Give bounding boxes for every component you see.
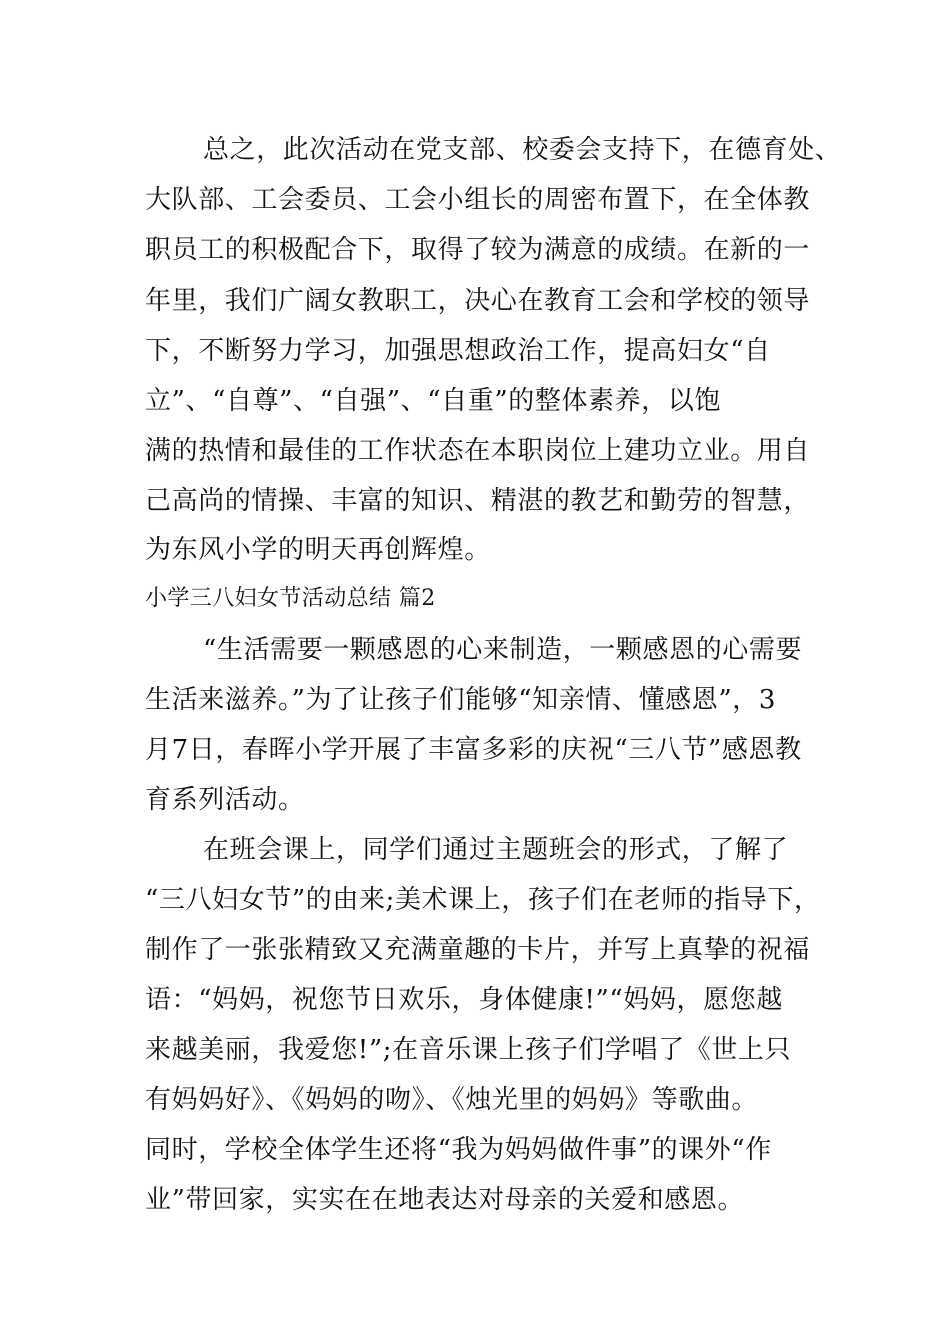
paragraph-1-line: 己高尚的情操、丰富的知识、精湛的教艺和勤劳的智慧，: [145, 486, 811, 516]
paragraph-3-line: 同时，学校全体学生还将“我为妈妈做件事”的课外“作: [145, 1135, 772, 1165]
paragraph-2-line: 育系列活动。: [145, 785, 305, 815]
paragraph-3-line: 来越美丽，我爱您!”;在音乐课上孩子们学唱了《世上只: [145, 1035, 792, 1065]
paragraph-3-line: 业”带回家，实实在在地表达对母亲的关爱和感恩。: [145, 1185, 745, 1215]
paragraph-1-line: 为东风小学的明天再创辉煌。: [145, 535, 491, 565]
paragraph-3-line: 在班会课上，同学们通过主题班会的形式，了解了: [203, 835, 789, 865]
paragraph-1-line: 大队部、工会委员、工会小组长的周密布置下，在全体教: [145, 185, 811, 215]
section-title: 小学三八妇女节活动总结 篇2: [145, 586, 436, 611]
paragraph-1-line: 满的热情和最佳的工作状态在本职岗位上建功立业。用自: [145, 436, 811, 466]
paragraph-2-line: 月7日，春晖小学开展了丰富多彩的庆祝“三八节”感恩教: [145, 735, 802, 765]
paragraph-3-line: 语：“妈妈，祝您节日欢乐，身体健康!”“妈妈，愿您越: [145, 985, 783, 1015]
paragraph-1-line: 下，不断努力学习，加强思想政治工作，提高妇女“自: [145, 336, 771, 366]
paragraph-3-line: “三八妇女节”的由来;美术课上，孩子们在老师的指导下，: [145, 885, 821, 915]
paragraph-1-line: 职员工的积极配合下，取得了较为满意的成绩。在新的一: [145, 235, 811, 265]
paragraph-1-line: 年里，我们广阔女教职工，决心在教育工会和学校的领导: [145, 286, 811, 316]
paragraph-2-line: “生活需要一颗感恩的心来制造，一颗感恩的心需要: [203, 635, 803, 665]
paragraph-3-line: 制作了一张张精致又充满童趣的卡片，并写上真挚的祝福: [145, 935, 811, 965]
paragraph-1-line: 立”、“自尊”、“自强”、“自重”的整体素养，以饱: [145, 386, 722, 416]
paragraph-3-line: 有妈妈好》、《妈妈的吻》、《烛光里的妈妈》等歌曲。: [145, 1085, 759, 1115]
paragraph-1-line: 总之，此次活动在党支部、校委会支持下，在德育处、: [203, 135, 842, 165]
paragraph-2-line: 生活来滋养。”为了让孩子们能够“知亲情、懂感恩”，3: [145, 685, 777, 715]
